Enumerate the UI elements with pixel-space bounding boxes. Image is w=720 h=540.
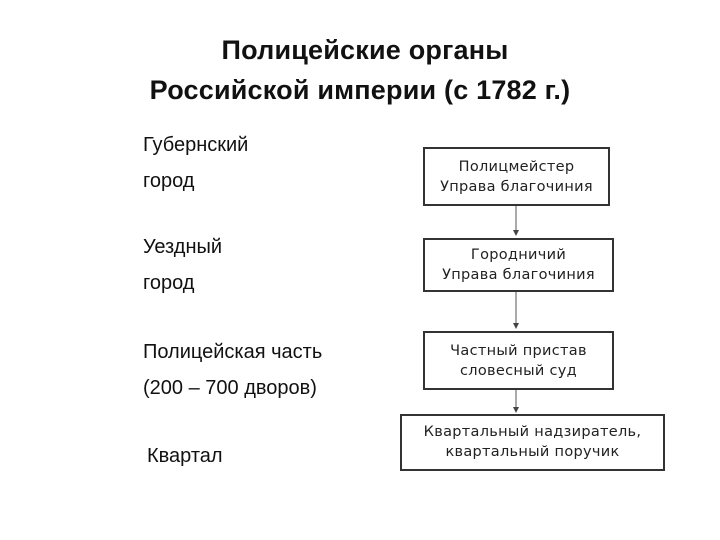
box-kvartalny-nadziratel-line-1: Квартальный надзиратель,	[423, 424, 642, 440]
box-politsmeister-line-2: Управа благочиния	[440, 178, 593, 195]
title-line-2: Российской империи (с 1782 г.)	[149, 75, 571, 105]
level-police-part-line-1: Полицейская часть	[143, 341, 323, 363]
box-chastny-pristav-line-2: словесный суд	[460, 362, 577, 379]
box-gorodnichiy	[423, 238, 614, 292]
box-kvartalny-nadziratel-line-2: квартальный поручик	[445, 444, 620, 460]
level-kvartal-line-1: Квартал	[147, 445, 223, 467]
title-line-1: Полицейские органы	[221, 35, 509, 65]
level-police-part-line-2: (200 – 700 дворов)	[143, 377, 317, 399]
level-uezdny-line-2: город	[143, 272, 195, 294]
box-gorodnichiy-line-1: Городничий	[470, 247, 567, 263]
box-politsmeister-line-1: Полицмейстер	[458, 158, 575, 175]
box-kvartalny-nadziratel	[400, 414, 665, 471]
level-gubernsky-line-1: Губернский	[143, 134, 249, 156]
box-gorodnichiy-line-2: Управа благочиния	[442, 267, 595, 283]
level-uezdny-line-1: Уездный	[143, 236, 223, 258]
level-gubernsky-line-2: город	[143, 170, 195, 192]
box-chastny-pristav-line-1: Частный пристав	[450, 342, 587, 359]
box-politsmeister	[423, 147, 610, 206]
box-chastny-pristav	[423, 331, 614, 390]
